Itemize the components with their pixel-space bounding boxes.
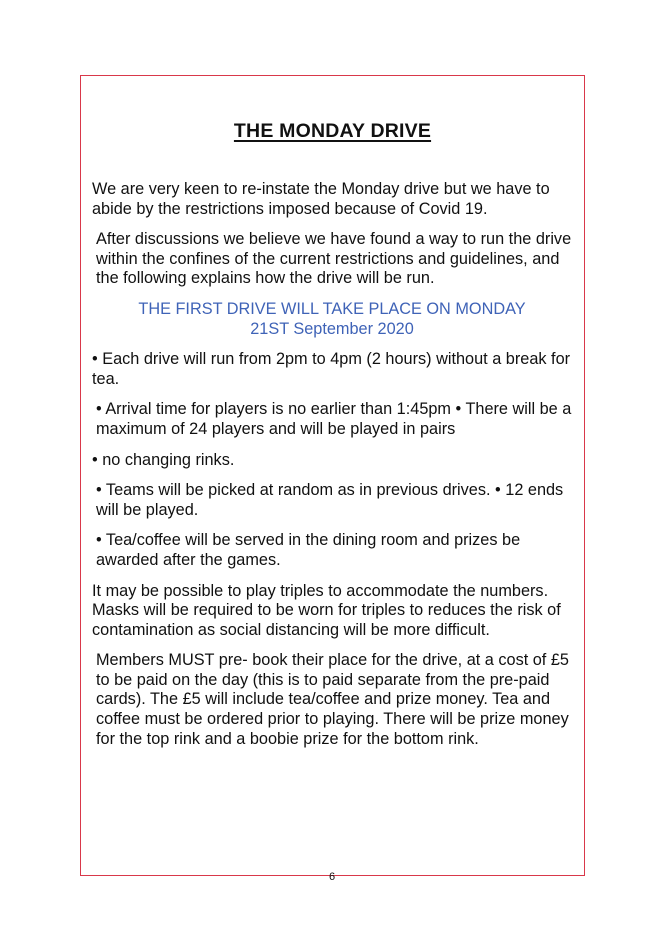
bullet-drive-times: • Each drive will run from 2pm to 4pm (2 hours) without a break for tea. [92,350,571,388]
first-drive-announcement [92,300,582,339]
announcement-line-1: THE FIRST DRIVE WILL TAKE PLACE ON MONDAY [138,299,526,318]
booking-paragraph: Members MUST pre- book their place for the drive, at a cost of £5 to be paid on the day (this is to paid separate from the pre-paid cards). The £5 will include tea/coffee and prize money. Tea and coffee must be ordered prior to playing. There will be prize money for the top rink and a boobie prize for the bottom rink. [96,651,569,748]
announcement-line-2: 21ST September 2020 [250,319,414,338]
document-body [92,180,582,760]
page-title: THE MONDAY DRIVE [233,120,432,142]
intro-paragraph: We are very keen to re-instate the Monday drive but we have to abide by the restrictions imposed because of Covid 19. [92,180,550,218]
discussion-paragraph: After discussions we believe we have found a way to run the drive within the confines of the current restrictions and guidelines, and the following explains how the drive will be run. [96,230,572,288]
triples-paragraph: It may be possible to play triples to accommodate the numbers. Masks will be required to be worn for triples to reduces the risk of contamination as social distancing will be more difficult. [92,581,561,639]
bullet-no-changing-rinks: • no changing rinks. [92,450,235,469]
bullet-teams-random: • Teams will be picked at random as in previous drives. • 12 ends will be played. [96,481,564,519]
bullet-tea-coffee: • Tea/coffee will be served in the dining room and prizes be awarded after the games. [96,531,521,569]
bullet-arrival-time: • Arrival time for players is no earlier than 1:45pm • There will be a maximum of 24 players and will be played in pairs [96,400,572,438]
page-number: 6 [328,871,336,883]
